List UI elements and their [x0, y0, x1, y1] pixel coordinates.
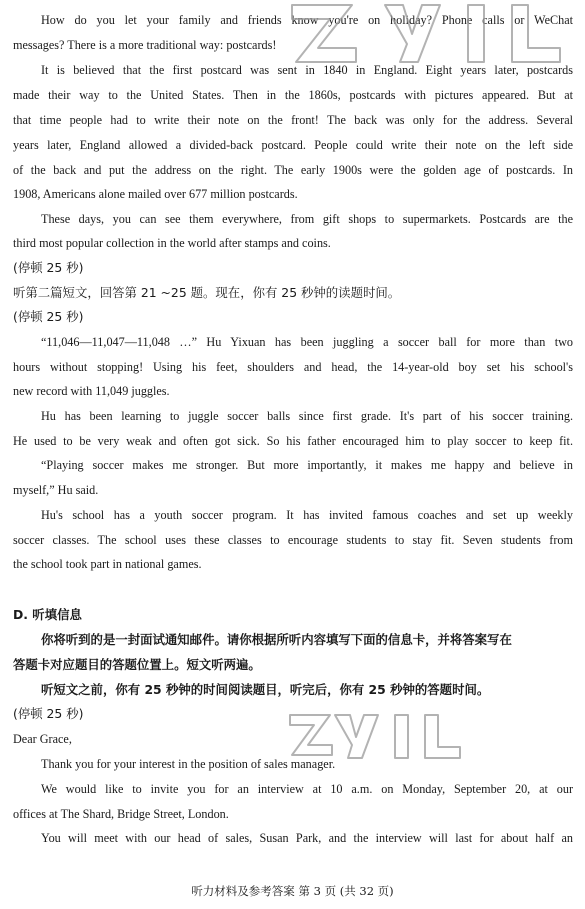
- text-line: We would like to invite you for an interview at 10 a.m. on Monday, September 20, at our: [41, 782, 573, 796]
- text-line: offices at The Shard, Bridge Street, London.: [13, 807, 229, 821]
- text-line: He used to be very weak and often got sick. So his father encouraged him to play soccer to keep fit.: [13, 434, 573, 448]
- text-line: How do you let your family and friends know you're on holiday? Phone calls or WeChat: [41, 13, 573, 27]
- text-line: You will meet with our head of sales, Susan Park, and the interview will last for about half an: [41, 831, 573, 845]
- text-line: the school took part in national games.: [13, 557, 202, 571]
- pause-note: (停顿 25 秒): [13, 309, 84, 324]
- text-line: Thank you for your interest in the position of sales manager.: [41, 757, 336, 771]
- text-line: Hu has been learning to juggle soccer balls since first grade. It's part of his soccer training.: [41, 409, 573, 423]
- text-line: Hu's school has a youth soccer program. It has invited famous coaches and set up weekly: [41, 508, 573, 522]
- instruction-line: 听短文之前，你有 25 秒钟的时间阅读题目，听完后，你有 25 秒钟的答题时间。: [41, 682, 490, 697]
- pause-note: (停顿 25 秒): [13, 260, 84, 275]
- text-line: third most popular collection in the world after stamps and coins.: [13, 236, 331, 250]
- instruction-line: 听第二篇短文，回答第 21 ~25 题。现在，你有 25 秒钟的读题时间。: [13, 285, 401, 300]
- text-line: of the back and put the address on the right. The early 1900s were the golden age of postcards. In: [13, 163, 573, 177]
- page-footer: 听力材料及参考答案 第 3 页 (共 32 页): [191, 884, 394, 898]
- section-heading: D. 听填信息: [13, 607, 82, 622]
- instruction-line: 你将听到的是一封面试通知邮件。请你根据所听内容填写下面的信息卡，并将答案写在: [41, 632, 512, 647]
- text-line: new record with 11,049 juggles.: [13, 384, 170, 398]
- letter-greeting: Dear Grace,: [13, 732, 72, 746]
- text-line: years later, England allowed a divided-back postcard. People could write their note on the left side: [13, 138, 573, 152]
- instruction-line: 答题卡对应题目的答题位置上。短文听两遍。: [13, 657, 261, 672]
- text-line: 1908, Americans alone mailed over 677 million postcards.: [13, 187, 298, 201]
- text-line: messages? There is a more traditional way: postcards!: [13, 38, 277, 52]
- text-line: “11,046—11,047—11,048 …” Hu Yixuan has been juggling a soccer ball for more than two: [41, 335, 573, 349]
- text-line: hours without stopping! Using his feet, shoulders and head, the 14-year-old boy set his school's: [13, 360, 573, 374]
- text-line: myself,” Hu said.: [13, 483, 99, 497]
- text-line: It is believed that the first postcard was sent in 1840 in England. Eight years later, postcards: [41, 63, 573, 77]
- text-line: soccer classes. The school uses these classes to encourage students to stay fit. Seven students from: [13, 533, 573, 547]
- text-line: “Playing soccer makes me stronger. But more importantly, it makes me happy and believe in: [41, 458, 573, 472]
- pause-note: (停顿 25 秒): [13, 706, 84, 721]
- text-line: made their way to the United States. Then in the 1860s, postcards with pictures appeared. But at: [13, 88, 573, 102]
- text-line: that time people had to write their note on the front! The back was only for the address. Several: [13, 113, 573, 127]
- text-line: These days, you can see them everywhere, from gift shops to supermarkets. Postcards are the: [41, 212, 573, 226]
